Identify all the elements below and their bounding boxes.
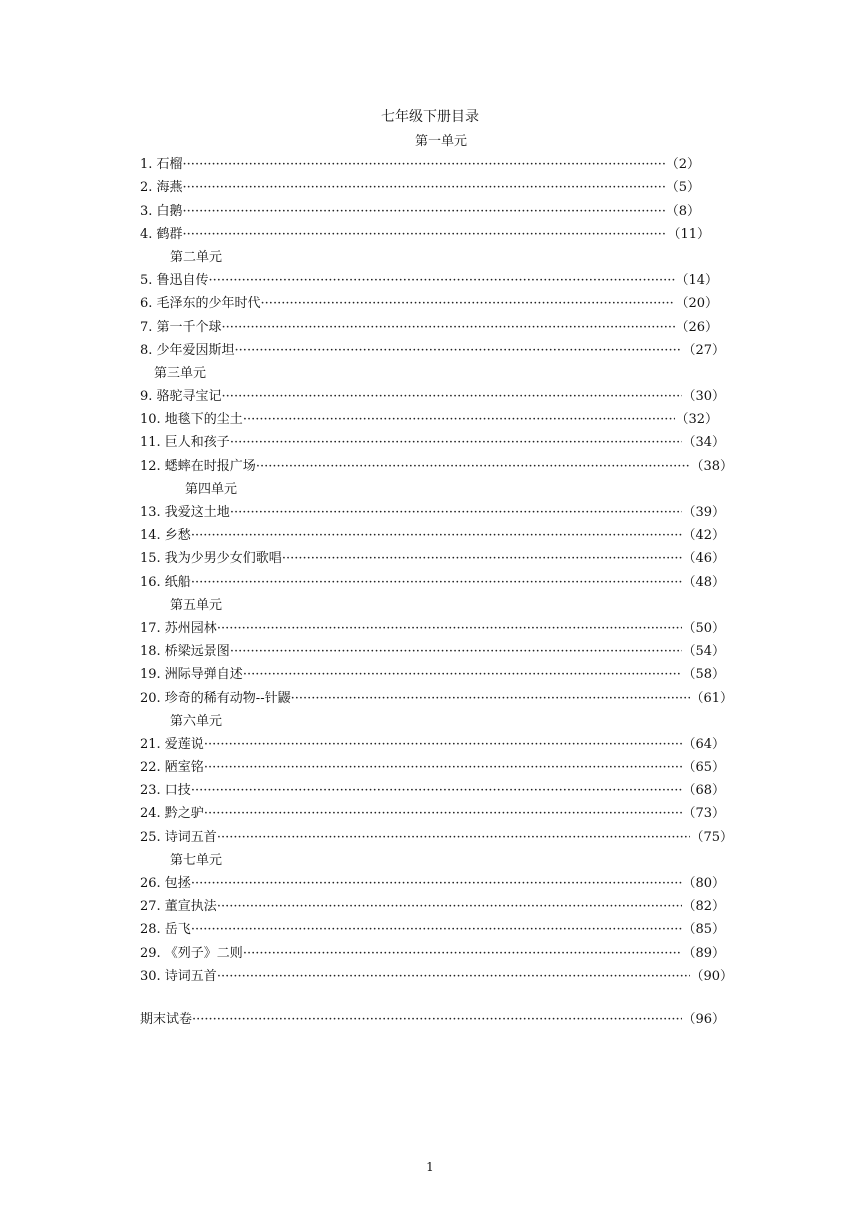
- entry-page: （27）: [682, 342, 725, 358]
- entry-page: （80）: [682, 876, 725, 891]
- entry-title: 20. 珍奇的稀有动物--针鼹: [140, 690, 291, 706]
- dot-leader: [243, 942, 683, 965]
- entry-title: 22. 陋室铭: [140, 760, 204, 776]
- entry-title: 13. 我爱这土地: [140, 505, 230, 520]
- page-number: 1: [426, 1160, 434, 1174]
- entry-page: （30）: [682, 389, 725, 405]
- entry-page: （96）: [682, 1011, 725, 1027]
- entry-page: （38）: [690, 458, 733, 474]
- dot-leader: [191, 571, 683, 594]
- toc-entry: [140, 617, 725, 640]
- entry-title: 7. 第一千个球: [140, 319, 222, 335]
- toc-entry: [140, 455, 733, 478]
- document-title: 七年级下册目录: [381, 109, 479, 125]
- toc-entry: [140, 918, 725, 941]
- toc-entry: [140, 547, 725, 570]
- toc-entry: [140, 872, 725, 895]
- entry-page: （89）: [682, 945, 725, 961]
- toc-entry: [140, 756, 725, 779]
- entry-page: （2）: [665, 157, 700, 173]
- toc-entry: [140, 408, 718, 431]
- entry-page: （61）: [690, 690, 733, 706]
- dot-leader: [183, 223, 668, 246]
- entry-title: 2. 海燕: [140, 180, 183, 196]
- entry-page: （5）: [665, 180, 700, 196]
- entry-page: （65）: [682, 760, 725, 776]
- entry-title: 期末试卷: [140, 1011, 193, 1027]
- dot-leader: [192, 1008, 682, 1031]
- entry-title: 9. 骆驼寻宝记: [140, 389, 222, 405]
- dot-leader: [204, 733, 683, 756]
- dot-leader: [191, 872, 683, 895]
- entry-title: 18. 桥梁远景图: [140, 644, 230, 660]
- toc-entry: [140, 501, 725, 524]
- dot-leader: [204, 756, 683, 779]
- entry-title: 16. 纸船: [140, 574, 191, 590]
- entry-title: 3. 白鹅: [140, 203, 183, 219]
- dot-leader: [230, 501, 683, 524]
- dot-leader: [243, 663, 683, 686]
- entry-page: （82）: [682, 899, 725, 915]
- toc-entry: [140, 640, 725, 663]
- entry-title: 17. 苏州园林: [140, 620, 217, 636]
- entry-page: （64）: [682, 736, 725, 752]
- entry-title: 24. 黔之驴: [140, 806, 204, 822]
- entry-page: （42）: [682, 528, 725, 544]
- toc-entry: [140, 733, 725, 756]
- dot-leader: [261, 292, 676, 315]
- toc-entry: [140, 895, 725, 918]
- toc-entry: [140, 269, 718, 292]
- toc-entry: [140, 385, 725, 408]
- dot-leader: [204, 802, 683, 825]
- entry-title: 19. 洲际导弹自述: [140, 667, 243, 683]
- dot-leader: [217, 895, 683, 918]
- toc-entry: [140, 176, 700, 199]
- dot-leader: [230, 431, 683, 454]
- entry-title: 14. 乡愁: [140, 528, 191, 544]
- entry-title: 15. 我为少男少女们歌唱: [140, 551, 282, 567]
- dot-leader: [183, 176, 666, 199]
- toc-entry: [140, 965, 733, 988]
- entry-title: 10. 地毯下的尘土: [140, 412, 243, 428]
- dot-leader: [230, 640, 683, 663]
- unit-heading: 第六单元: [170, 713, 223, 729]
- toc-entry: [140, 223, 710, 246]
- entry-page: （68）: [682, 783, 725, 799]
- dot-leader: [191, 779, 683, 802]
- unit-heading: 第三单元: [154, 365, 207, 381]
- dot-leader: [256, 455, 691, 478]
- entry-title: 30. 诗词五首: [140, 968, 217, 984]
- dot-leader: [183, 153, 666, 176]
- entry-title: 25. 诗词五首: [140, 829, 217, 845]
- unit-heading: 第四单元: [185, 481, 238, 497]
- toc-entry: [140, 687, 733, 710]
- toc-entry: [140, 431, 725, 454]
- entry-page: （8）: [665, 203, 700, 219]
- toc-entry: [140, 339, 725, 362]
- dot-leader: [191, 918, 683, 941]
- spacer: [140, 988, 740, 1008]
- toc-entry: [140, 292, 718, 315]
- entry-title: 23. 口技: [140, 783, 191, 799]
- dot-leader: [217, 826, 691, 849]
- toc-entry: [140, 779, 725, 802]
- dot-leader: [222, 385, 683, 408]
- dot-leader: [222, 316, 676, 339]
- unit-heading: 第二单元: [170, 249, 223, 265]
- table-of-contents: [140, 130, 740, 1031]
- dot-leader: [217, 965, 691, 988]
- unit-heading: 第七单元: [170, 852, 223, 868]
- entry-title: 4. 鹤群: [140, 226, 183, 242]
- entry-page: （75）: [690, 829, 733, 845]
- toc-entry: [140, 524, 725, 547]
- toc-entry: [140, 316, 718, 339]
- dot-leader: [191, 524, 683, 547]
- entry-title: 11. 巨人和孩子: [140, 435, 230, 451]
- entry-page: （39）: [682, 505, 725, 520]
- entry-page: （85）: [682, 922, 725, 938]
- entry-page: （48）: [682, 574, 725, 590]
- entry-page: （14）: [675, 273, 718, 289]
- unit-heading: 第一单元: [415, 134, 468, 149]
- entry-page: （58）: [682, 667, 725, 683]
- entry-title: 6. 毛泽东的少年时代: [140, 296, 261, 312]
- dot-leader: [243, 408, 676, 431]
- entry-title: 8. 少年爱因斯坦: [140, 342, 235, 358]
- dot-leader: [209, 269, 676, 292]
- entry-page: （20）: [675, 296, 718, 312]
- entry-page: （90）: [690, 968, 733, 984]
- toc-entry: [140, 571, 725, 594]
- entry-page: （26）: [675, 319, 718, 335]
- entry-page: （11）: [667, 226, 710, 242]
- unit-heading: 第五单元: [170, 597, 223, 613]
- entry-title: 12. 蟋蟀在时报广场: [140, 458, 256, 474]
- entry-page: （46）: [682, 551, 725, 567]
- dot-leader: [183, 200, 666, 223]
- entry-page: （54）: [682, 644, 725, 660]
- entry-title: 26. 包拯: [140, 876, 191, 891]
- dot-leader: [282, 547, 683, 570]
- toc-entry: [140, 802, 725, 825]
- entry-title: 21. 爱莲说: [140, 736, 204, 752]
- dot-leader: [217, 617, 683, 640]
- dot-leader: [235, 339, 683, 362]
- entry-page: （32）: [675, 412, 718, 428]
- entry-title: 29. 《列子》二则: [140, 945, 243, 961]
- toc-entry: [140, 942, 725, 965]
- entry-page: （34）: [682, 435, 725, 451]
- toc-entry-final-exam: [140, 1008, 725, 1031]
- toc-entry: [140, 200, 700, 223]
- dot-leader: [291, 687, 691, 710]
- entry-title: 5. 鲁迅自传: [140, 273, 209, 289]
- entry-title: 28. 岳飞: [140, 922, 191, 938]
- entry-title: 1. 石榴: [140, 157, 183, 173]
- entry-title: 27. 董宣执法: [140, 899, 217, 915]
- toc-entry: [140, 663, 725, 686]
- entry-page: （73）: [682, 806, 725, 822]
- toc-entry: [140, 153, 700, 176]
- entry-page: （50）: [682, 620, 725, 636]
- toc-entry: [140, 826, 733, 849]
